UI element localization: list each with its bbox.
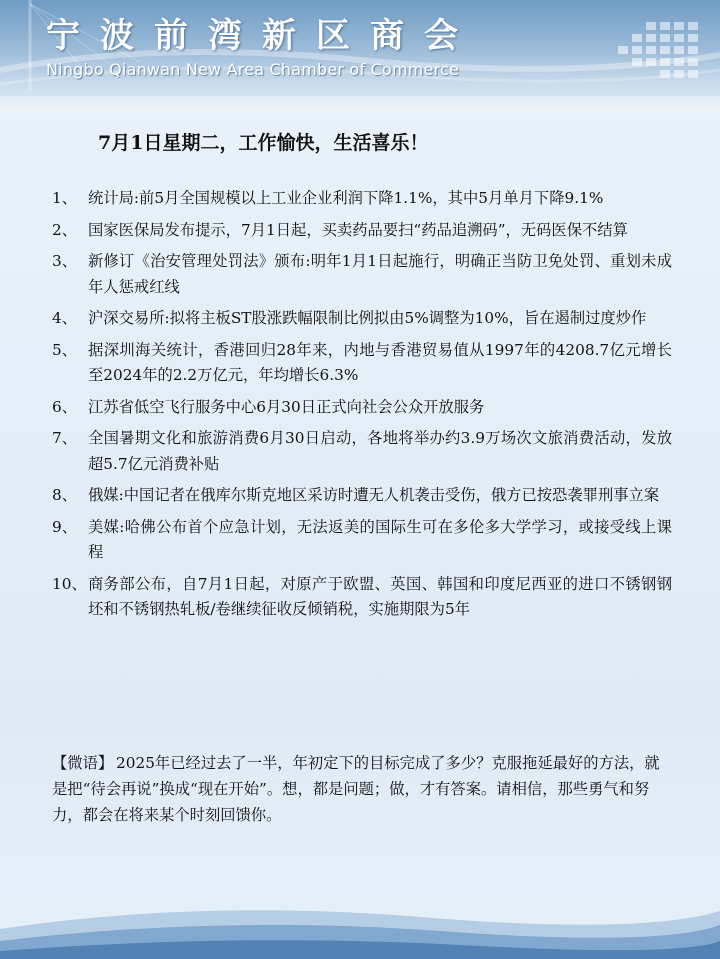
news-number: 5、 [52,340,78,359]
news-number: 3、 [52,252,78,270]
daily-greeting: 7月1日星期二，工作愉快，生活喜乐！ [98,132,429,154]
news-number: 4、 [52,309,78,327]
news-number: 10、 [52,574,87,593]
weiyu-text: 2025年已经过去了一半，年初定下的目标完成了多少？克服拖延最好的方法，就是把“待会再说”换成“现在开始”。想，都是问题；做，才有答案。请相信，那些勇气和努力，都会在将来某个时刻回馈你。 [52,754,660,824]
news-number: 2、 [52,220,78,239]
news-item [52,306,672,332]
news-number: 7、 [52,429,78,447]
news-item [52,572,672,623]
news-text: 国家医保局发布提示，7月1日起，买卖药品要扫“药品追溯码”，无码医保不结算 [88,220,628,239]
org-name-cn: 宁波前湾新区商会 [46,16,478,56]
news-number: 1、 [52,189,78,207]
header-banner [0,0,720,112]
weiyu-section [52,750,672,828]
news-text: 统计局:前5月全国规模以上工业企业利润下降1.1%，其中5月单月下降9.1% [88,189,604,207]
news-number: 9、 [52,517,78,536]
news-text: 新修订《治安管理处罚法》颁布:明年1月1日起施行，明确正当防卫免处罚、重划未成年人惩戒红线 [88,252,672,296]
news-item [52,186,672,212]
news-text: 据深圳海关统计，香港回归28年来，内地与香港贸易值从1997年的4208.7亿元增长至2024年的2.2万亿元，年均增长6.3% [88,340,672,384]
news-text: 商务部公布，自7月1日起，对原产于欧盟、英国、韩国和印度尼西亚的进口不锈钢钢坯和不锈钢热轧板/卷继续征收反倾销税，实施期限为5年 [88,574,672,618]
news-text: 全国暑期文化和旅游消费6月30日启动，各地将举办约3.9万场次文旅消费活动，发放超5.7亿元消费补贴 [88,429,672,473]
news-item [52,395,672,421]
news-text: 江苏省低空飞行服务中心6月30日正式向社会公众开放服务 [88,397,485,416]
news-number: 6、 [52,397,78,416]
news-number: 8、 [52,486,78,504]
weiyu-tag: 【微语】 [52,754,114,772]
news-item [52,249,672,300]
decorative-grid [606,22,706,84]
news-item [52,483,672,509]
news-list [52,186,672,629]
news-item [52,515,672,566]
news-item [52,426,672,477]
news-text: 美媒:哈佛公布首个应急计划，无法返美的国际生可在多伦多大学学习，或接受线上课程 [88,517,672,561]
org-name-en: Ningbo Qianwan New Area Chamber of Commerce [46,60,460,79]
news-item [52,338,672,389]
news-text: 沪深交易所:拟将主板ST股涨跌幅限制比例拟由5%调整为10%，旨在遏制过度炒作 [88,309,647,327]
news-text: 俄媒:中国记者在俄库尔斯克地区采访时遭无人机袭击受伤，俄方已按恐袭罪刑事立案 [88,486,660,504]
news-item [52,218,672,244]
footer-wave-decoration [0,889,720,959]
